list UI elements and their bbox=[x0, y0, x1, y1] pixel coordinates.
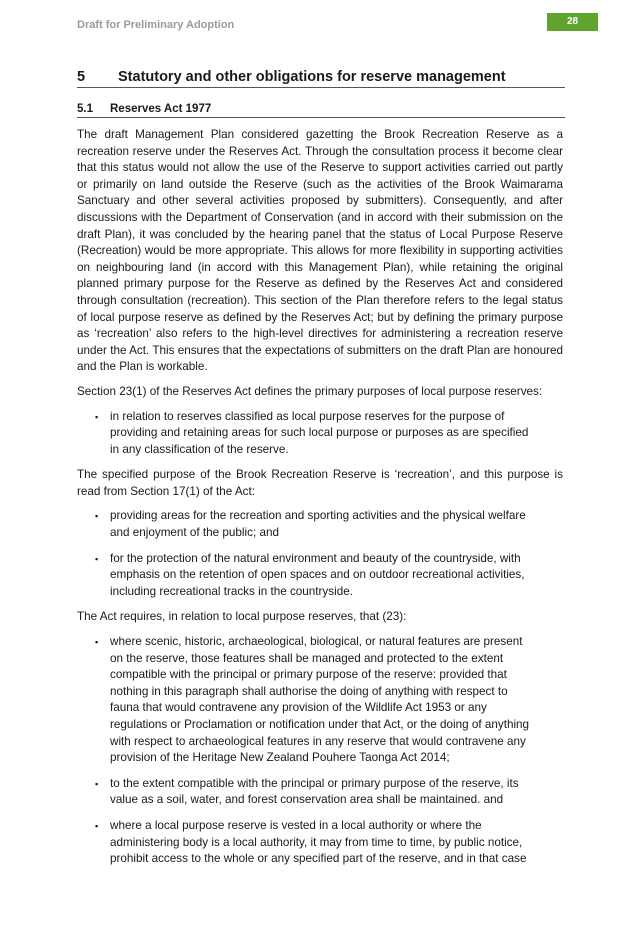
list-item bbox=[77, 818, 535, 868]
section-number: 5 bbox=[77, 69, 86, 85]
list-item-text: to the extent compatible with the principal or primary purpose of the reserve, its value as a soil, water, and forest conservation area shall be maintained. and bbox=[110, 776, 519, 807]
list-item bbox=[77, 409, 535, 459]
act-requires-paragraph: The Act requires, in relation to local purpose reserves, that (23): bbox=[77, 610, 407, 624]
list-item bbox=[77, 551, 535, 601]
section-23-1-list bbox=[77, 409, 563, 459]
bullet-icon: ▪ bbox=[95, 820, 99, 831]
specified-purpose-paragraph: The specified purpose of the Brook Recreation Reserve is ‘recreation’, and this purpose is read from Section 17(1) of the Act: bbox=[77, 468, 563, 498]
subsection-title: Reserves Act 1977 bbox=[110, 103, 212, 115]
bullet-icon: ▪ bbox=[95, 637, 99, 648]
list-item-text: in relation to reserves classified as local purpose reserves for the purpose of providing and retaining areas for such local purpose or purposes as are specified in any classification of the reserve. bbox=[110, 409, 529, 456]
list-item bbox=[77, 508, 535, 541]
list-item bbox=[77, 634, 535, 767]
page-number-badge: 28 bbox=[547, 13, 598, 31]
subsection-heading bbox=[77, 103, 565, 118]
list-item-text: providing areas for the recreation and sporting activities and the physical welfare and enjoyment of the public; and bbox=[110, 509, 526, 540]
bullet-icon: ▪ bbox=[95, 411, 99, 422]
list-item-text: where a local purpose reserve is vested in a local authority or where the administering body is a local authority, it may from time to time, by public notice, prohibit access to the whole or any specified part of the reserve, and in that case bbox=[110, 818, 527, 866]
intro-paragraph: The draft Management Plan considered gazetting the Brook Recreation Reserve as a recreation reserve under the Reserves Act. Through the consultation process it become clear that this status would not allow the use of the Reserve to support activities carried out partly or primarily on land outside the Reserve (such as the activities of the Brook Waimarama Sanctuary and other several activities proposed by submitters). Consequently, and after discussions with the Department of Conservation (and in accord with their submission on the draft Plan), it was concluded by the hearing panel that the status of Local Purpose Reserve (Recreation) would be more appropriate. This allows for more flexibility in supporting activities on neighbouring land (in accord with this Management Plan), while retaining the original planned primary purpose for the Reserve as defined by the Reserves Act and considered through consultation (recreation). This section of the Plan therefore refers to the legal status of local purpose reserve as defined by the Reserves Act; but by defining the primary purpose as ‘recreation’ also refers to the high-level directives for administering a recreation reserve under the Act. This ensures that the expectations of submitters on the draft Plan are honoured and the Plan is workable. bbox=[77, 128, 563, 374]
section-heading bbox=[77, 69, 565, 88]
bullet-icon: ▪ bbox=[95, 511, 99, 522]
list-item bbox=[77, 776, 535, 809]
list-item-text: for the protection of the natural environment and beauty of the countryside, with emphasis on the retention of open spaces and on outdoor recreational activities, including recreational tracks in the countryside. bbox=[110, 551, 525, 598]
subsection-number: 5.1 bbox=[77, 103, 93, 115]
section-title: Statutory and other obligations for reserve management bbox=[118, 69, 506, 85]
document-header-note: Draft for Preliminary Adoption bbox=[77, 19, 235, 31]
section-23-requirements-list bbox=[77, 634, 563, 868]
list-item-text: where scenic, historic, archaeological, biological, or natural features are present on the reserve, those features shall be managed and protected to the extent compatible with the principal or primary purpose of the reserve: provided that nothing in this paragraph shall authorise the doing of anything with respect to fauna that would contravene any provision of the Wildlife Act 1953 or any regulations or Proclamation or notification under that Act, or the doing of anything with respect to archaeological features in any reserve that would contravene any provision of the Heritage New Zealand Pouhere Taonga Act 2014; bbox=[110, 635, 530, 765]
section-17-1-list bbox=[77, 508, 563, 600]
document-body bbox=[77, 127, 563, 877]
section-23-paragraph: Section 23(1) of the Reserves Act defines the primary purposes of local purpose reserves: bbox=[77, 384, 543, 398]
bullet-icon: ▪ bbox=[95, 553, 99, 564]
bullet-icon: ▪ bbox=[95, 778, 99, 789]
